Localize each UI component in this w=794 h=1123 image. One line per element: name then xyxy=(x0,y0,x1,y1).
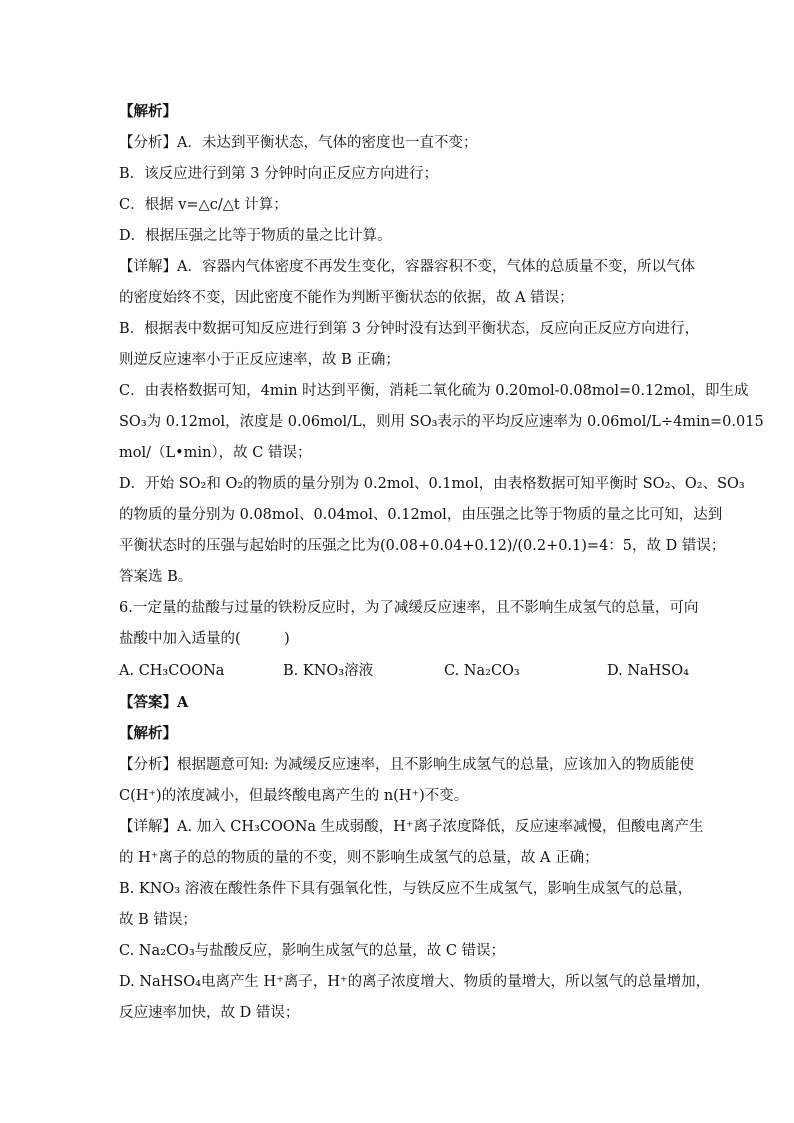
detail-c-line-2: SO₃为 0.12mol，浓度是 0.06mol/L，则用 SO₃表示的平均反应速率为 0.06mol/L÷4min=0.015 xyxy=(119,414,764,430)
answer-choice-line: 答案选 B。 xyxy=(119,569,193,585)
detail-c-line-1: C．由表格数据可知，4min 时达到平衡，消耗二氧化硫为 0.20mol-0.08mol=0.12mol，即生成 xyxy=(119,383,749,399)
detail-a-line-1: 【详解】A．容器内气体密度不再发生变化，容器容积不变，气体的总质量不变，所以气体 xyxy=(119,259,695,275)
detail-a-line-2: 的密度始终不变，因此密度不能作为判断平衡状态的依据，故 A 错误； xyxy=(119,290,574,306)
option-a: A. CH₃COONa xyxy=(119,663,225,679)
detail-d-line-1: D．开始 SO₂和 O₂的物质的量分别为 0.2mol、0.1mol，由表格数据可知平衡时 SO₂、O₂、SO₃ xyxy=(119,476,745,492)
answer-label: 【答案】A xyxy=(119,694,189,711)
analysis-point-d: D．根据压强之比等于物质的量之比计算。 xyxy=(119,228,392,244)
detail-6d-line-2: 反应速率加快，故 D 错误； xyxy=(119,1005,300,1021)
detail-6b-line-1: B. KNO₃ 溶液在酸性条件下具有强氧化性，与铁反应不生成氢气，影响生成氢气的总量， xyxy=(119,881,693,897)
analysis-point-b: B．该反应进行到第 3 分钟时向正反应方向进行； xyxy=(119,166,439,182)
analysis-point-c: C．根据 v=△c/△t 计算； xyxy=(119,197,288,213)
question-6-line-2: 盐酸中加入适量的( ) xyxy=(119,631,290,647)
detail-6d-line-1: D. NaHSO₄电离产生 H⁺离子，H⁺的离子浓度增大、物质的量增大，所以氢气的总量增加， xyxy=(119,974,711,990)
question-6-options xyxy=(119,661,689,681)
option-c: C. Na₂CO₃ xyxy=(444,663,520,679)
option-b: B. KNO₃溶液 xyxy=(283,663,374,679)
detail-6a-line-2: 的 H⁺离子的总的物质的量的不变，则不影响生成氢气的总量，故 A 正确； xyxy=(119,850,599,866)
analysis-6-line-1: 【分析】根据题意可知: 为减缓反应速率，且不影响生成氢气的总量，应该加入的物质能使 xyxy=(119,757,694,773)
detail-c-line-3: mol/（L•min），故 C 错误； xyxy=(119,445,312,461)
detail-d-line-3: 平衡状态时的压强与起始时的压强之比为(0.08+0.04+0.12)/(0.2+0.1)=4：5，故 D 错误； xyxy=(119,538,726,554)
detail-b-line-1: B．根据表中数据可知反应进行到第 3 分钟时没有达到平衡状态，反应向正反应方向进行， xyxy=(119,321,700,337)
question-6-line-1: 6.一定量的盐酸与过量的铁粉反应时，为了减缓反应速率，且不影响生成氢气的总量，可向 xyxy=(119,600,699,616)
detail-6b-line-2: 故 B 错误； xyxy=(119,912,197,928)
analysis-point-a: 【分析】A．未达到平衡状态，气体的密度也一直不变； xyxy=(119,135,478,151)
section-heading-analysis-2: 【解析】 xyxy=(119,725,177,742)
analysis-6-line-2: C(H⁺)的浓度减小，但最终酸电离产生的 n(H⁺)不变。 xyxy=(119,788,469,804)
detail-6c-line: C. Na₂CO₃与盐酸反应，影响生成氢气的总量，故 C 错误； xyxy=(119,943,506,959)
detail-d-line-2: 的物质的量分别为 0.08mol、0.04mol、0.12mol，由压强之比等于物质的量之比可知，达到 xyxy=(119,507,723,523)
option-d: D. NaHSO₄ xyxy=(607,663,689,679)
section-heading-analysis: 【解析】 xyxy=(119,103,177,120)
detail-b-line-2: 则逆反应速率小于正反应速率，故 B 正确； xyxy=(119,352,400,368)
detail-6a-line-1: 【详解】A. 加入 CH₃COONa 生成弱酸，H⁺离子浓度降低，反应速率减慢，但酸电离产生 xyxy=(119,819,704,835)
